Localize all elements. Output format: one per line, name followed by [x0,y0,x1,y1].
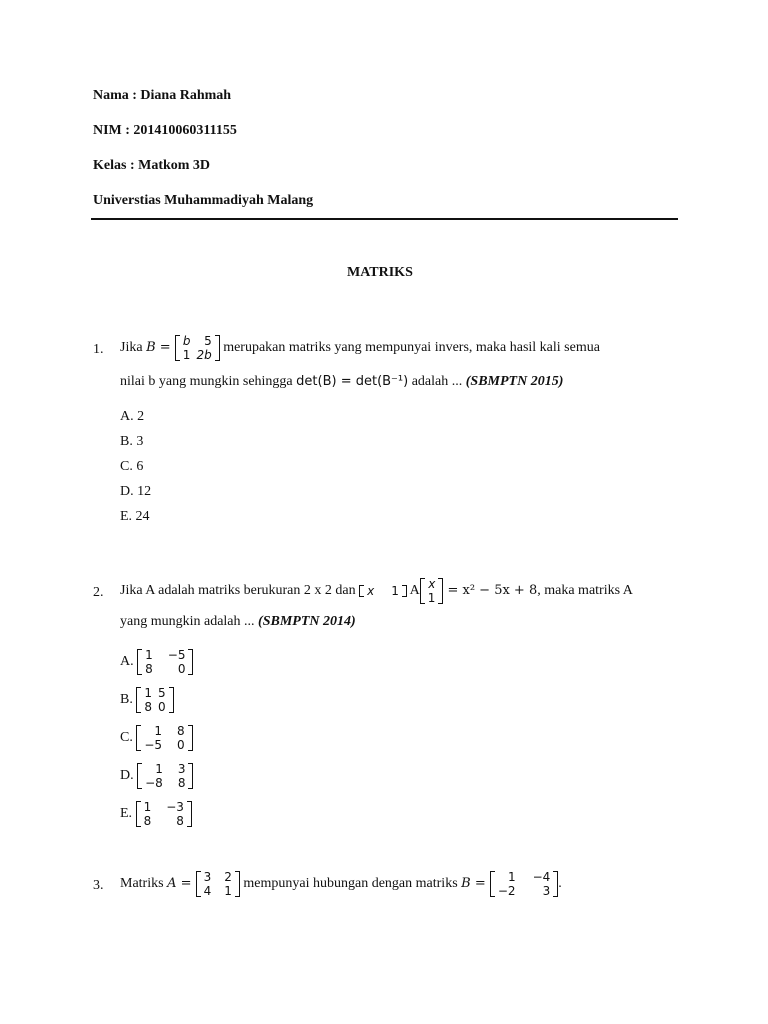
option-e [120,800,192,828]
row-vector [359,584,407,598]
matrix-a [196,870,240,898]
option-c: C. 6 [120,459,144,474]
option-a [120,648,193,676]
matrix-cell: 3 [203,870,212,884]
matrix-cell: −2 [497,884,516,898]
matrix-cell: 1 [391,584,399,598]
question-number: 1. [93,342,104,357]
matrix-cell: 1 [224,884,232,898]
matrix-cell: 8 [143,814,152,828]
matrix-cell: 5 [157,686,166,700]
matrix-cell: 8 [177,724,185,738]
matrix-cell: 3 [177,762,186,776]
matrix-cell: x [367,584,375,598]
question-number: 3. [93,878,104,893]
option-b: B. 3 [120,434,144,449]
question-text: yang mungkin adalah ... [120,614,259,629]
question-line-1 [120,577,633,605]
student-class: Kelas : Matkom 3D [93,158,211,173]
matrix-cell: 8 [145,662,153,676]
option-matrix [137,762,193,790]
matrix-cell: 1 [144,686,152,700]
equals-sign: = [470,876,490,892]
question-text: mempunyai hubungan dengan matriks [239,876,462,892]
option-b [120,686,174,714]
option-label: C. [120,730,137,746]
matrix-cell: 8 [144,700,152,714]
matrix-cell: 1 [427,591,436,605]
matrix-cell: 2b [196,348,212,362]
question-text: , maka matriks A [537,583,633,599]
university-name: Universtias Muhammadiyah Malang [93,193,314,208]
question-line-2 [120,374,563,390]
matrix-cell: 1 [145,648,153,662]
option-label: A. [120,654,138,670]
matrix-cell: −5 [144,738,163,752]
matrix-cell: 1 [155,762,163,776]
question-number: 2. [93,585,104,600]
question-text: A [406,583,420,599]
question-text: . [558,876,562,892]
question-text: adalah ... [408,374,466,389]
matrix-cell: b [182,334,191,348]
question-text: Matriks [120,876,168,892]
matrix-variable: B [461,876,471,892]
matrix-cell: 1 [507,870,516,884]
student-nim: NIM : 201410060311155 [93,123,237,138]
equation: = x² − 5x + 8 [443,583,538,599]
student-name: Nama : Diana Rahmah [93,88,232,103]
matrix-cell: 5 [204,334,212,348]
question-line-1 [120,870,562,898]
option-label: D. [120,768,138,784]
question-line-1 [120,334,600,362]
option-label: E. [120,806,136,822]
matrix-cell: 1 [182,348,191,362]
matrix-variable: A [167,876,177,892]
matrix-variable: B [146,340,156,356]
matrix-cell: −5 [167,648,186,662]
option-e: E. 24 [120,509,150,524]
matrix-cell: −4 [532,870,551,884]
option-c [120,724,193,752]
option-matrix [137,648,193,676]
matrix-b [175,334,220,362]
question-text: Jika A adalah matriks berukuran 2 x 2 dan [120,583,360,599]
matrix-cell: 2 [224,870,232,884]
question-text: Jika [120,340,147,356]
matrix-cell: 0 [157,700,166,714]
question-source: (SBMPTN 2015) [465,374,564,389]
matrix-cell: 1 [143,800,152,814]
option-a: A. 2 [120,409,145,424]
matrix-cell: 3 [542,884,551,898]
matrix-cell: −3 [166,800,184,814]
matrix-cell: 0 [177,738,185,752]
matrix-cell: 8 [176,814,184,828]
page-title: MATRIKS [347,265,413,280]
matrix-cell: 1 [154,724,163,738]
equals-sign: = [155,340,175,356]
question-text: merupakan matriks yang mempunyai invers, maka hasil kali semua [219,340,600,356]
option-matrix [136,800,192,828]
matrix-b [490,870,558,898]
matrix-cell: 4 [203,884,212,898]
option-d: D. 12 [120,484,152,499]
equals-sign: = [176,876,196,892]
question-source: (SBMPTN 2014) [258,614,356,629]
matrix-cell: 0 [177,662,186,676]
column-vector [420,577,444,605]
option-matrix [136,686,173,714]
option-d [120,762,193,790]
matrix-cell: 8 [177,776,186,790]
determinant-formula: det(B) = det(B⁻¹) [296,374,409,389]
option-matrix [136,724,192,752]
question-line-2 [120,614,356,630]
matrix-cell: x [428,577,436,591]
header-divider [91,218,678,220]
matrix-cell: −8 [145,776,163,790]
question-text: nilai b yang mungkin sehingga [120,374,297,389]
option-label: B. [120,692,137,708]
